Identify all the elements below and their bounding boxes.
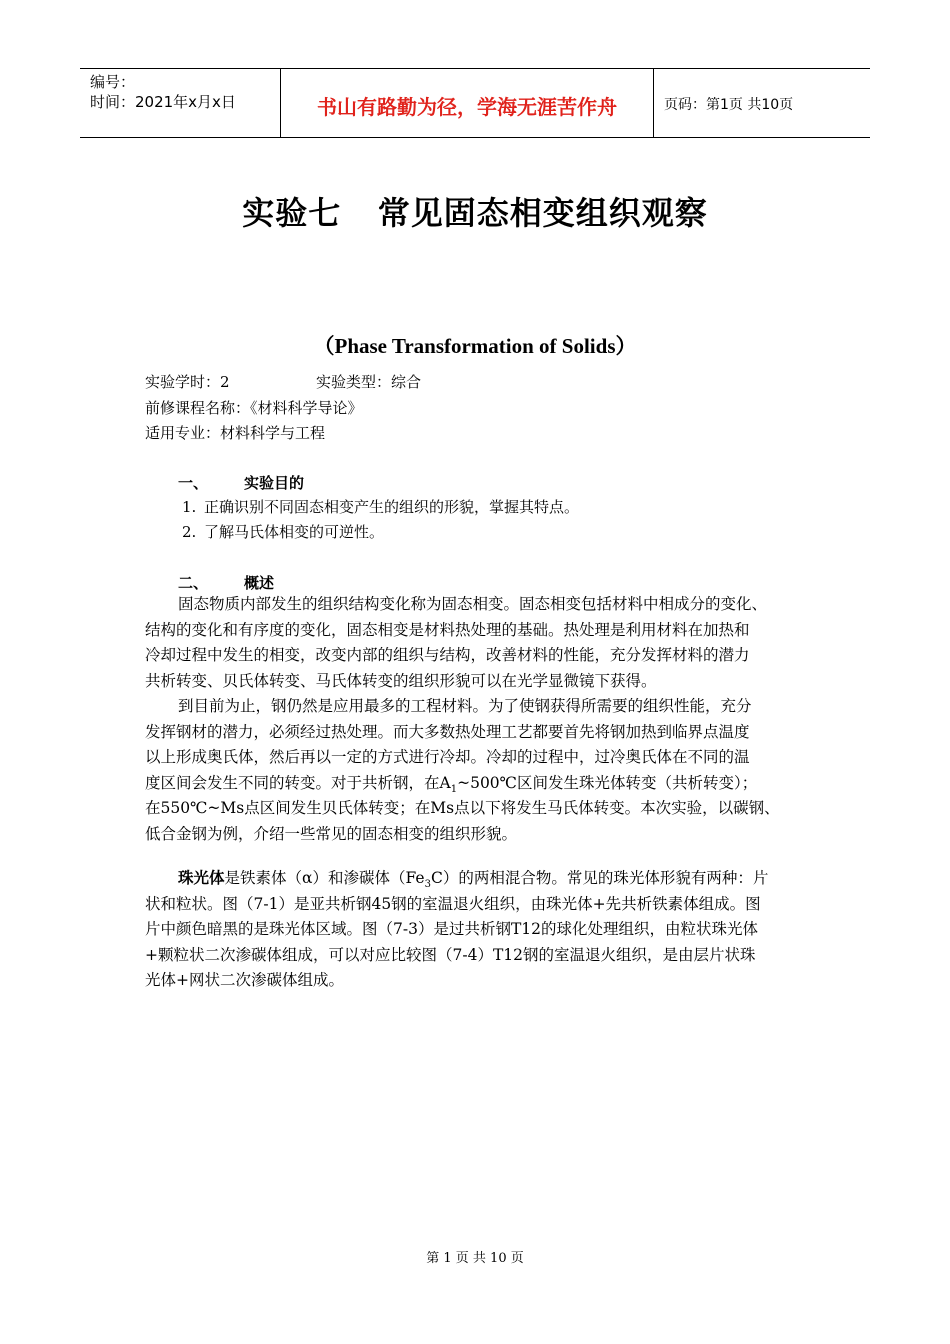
document-header	[80, 68, 870, 138]
symbol-a: A	[439, 773, 451, 792]
paragraph-line: 状和粒状。图（7-1）是亚共析钢45钢的室温退火组织，由珠光体+先共析铁素体组成。图	[145, 894, 761, 913]
page-footer: 第 1 页 共 10 页	[426, 1251, 524, 1266]
section-number: 二、	[178, 574, 209, 592]
list-item-text: 正确识别不同固态相变产生的组织的形貌，掌握其特点。	[204, 498, 580, 516]
paragraph-line: 以上形成奥氏体，然后再以一定的方式进行冷却。冷却的过程中，过冷奥氏体在不同的温	[145, 748, 750, 766]
list-item-number: 1.	[182, 498, 197, 516]
header-page-cell	[654, 69, 870, 137]
meta-major: 适用专业：材料科学与工程	[145, 424, 326, 442]
paragraph-line	[145, 866, 815, 892]
paragraph-pearlite	[145, 866, 815, 994]
paragraph-line: 发挥钢材的潜力，必须经过热处理。而大多数热处理工艺都要首先将钢加热到临界点温度	[145, 722, 750, 741]
section-heading-objective	[178, 472, 304, 493]
header-motto: 书山有路勤为径，学海无涯苦作舟	[317, 95, 617, 119]
paragraph-text: ~500℃区间发生珠光体转变（共析转变）；	[457, 773, 758, 792]
paragraph-text: 是铁素体（α）和渗碳体（Fe	[224, 869, 425, 887]
paragraph-line: 在550℃~Ms点区间发生贝氏体转变；在Ms点以下将发生马氏体转变。本次实验，以碳钢、	[145, 799, 780, 817]
doc-subtitle: （Phase Transformation of Solids）	[313, 334, 637, 358]
paragraph-text: C）的两相混合物。常见的珠光体形貌有两种：片	[430, 869, 769, 887]
list-item	[182, 496, 579, 517]
subscript: 3	[424, 879, 431, 891]
list-item-text: 了解马氏体相变的可逆性。	[204, 523, 385, 541]
list-item	[182, 521, 384, 542]
doc-number-label: 编号：	[90, 73, 136, 91]
section-number: 一、	[178, 474, 209, 492]
header-motto-cell	[281, 69, 654, 137]
paragraph-line: 结构的变化和有序度的变化，固态相变是材料热处理的基础。热处理是利用材料在加热和	[145, 620, 750, 639]
meta-prereq: 前修课程名称：《材料科学导论》	[145, 399, 363, 417]
paragraph-line: 光体+网状二次渗碳体组成。	[145, 971, 344, 989]
paragraph-text: 度区间会发生不同的转变。对于共析钢，在	[145, 773, 440, 792]
doc-time-label: 时间：2021年x月x日	[90, 93, 236, 111]
paragraph-line: 冷却过程中发生的相变，改变内部的组织与结构，改善材料的性能，充分发挥材料的潜力	[145, 646, 750, 664]
paragraph-line: +颗粒状二次渗碳体组成，可以对应比较图（7-4）T12钢的室温退火组织，是由层片状珠	[145, 945, 756, 964]
doc-title: 实验七 常见固态相变组织观察	[242, 194, 708, 232]
section-title: 实验目的	[244, 474, 305, 492]
list-item-number: 2.	[182, 523, 197, 541]
paragraph-line: 低合金钢为例，介绍一些常见的固态相变的组织形貌。	[145, 824, 518, 843]
paragraph-line: 到目前为止，钢仍然是应用最多的工程材料。为了使钢获得所需要的组织性能，充分	[178, 697, 752, 715]
paragraph-line: 固态物质内部发生的组织结构变化称为固态相变。固态相变包括材料中相成分的变化、	[178, 595, 768, 613]
meta-hours: 实验学时：2	[145, 373, 230, 391]
subscript: 1	[450, 783, 458, 795]
header-page-info: 页码：第1页 共10页	[664, 97, 794, 113]
section-heading-overview	[178, 572, 274, 593]
section-title: 概述	[244, 574, 275, 592]
header-left-cell	[80, 69, 281, 137]
paragraph-overview-1	[145, 592, 815, 847]
paragraph-line	[145, 771, 815, 797]
paragraph-line: 片中颜色暗黑的是珠光体区域。图（7-3）是过共析钢T12的球化处理组织，由粒状珠光体	[145, 920, 759, 938]
meta-type: 实验类型：综合	[316, 373, 422, 391]
paragraph-line: 共析转变、贝氏体转变、马氏体转变的组织形貌可以在光学显微镜下获得。	[145, 671, 657, 690]
term-pearlite: 珠光体	[178, 869, 225, 887]
